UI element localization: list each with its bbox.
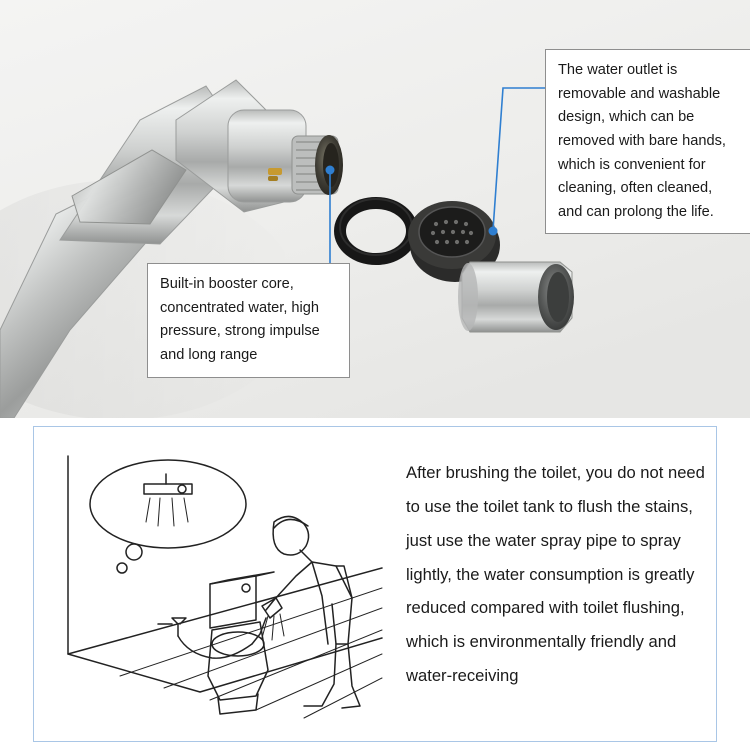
usage-description-text: After brushing the toilet, you do not need to use the toilet tank to flush the stains, just use the water spray pipe to spray lightly, the water consumption is greatly reduced compared with toilet flushing, which is environmentally friendly and water-receiving <box>406 463 705 686</box>
callout-water-outlet: The water outlet is removable and washable design, which can be removed with bare hands, which is convenient for cleaning, often cleaned, and can prolong the life. <box>545 49 750 234</box>
toilet-cleaning-illustration <box>60 448 390 723</box>
callout-booster-core: Built-in booster core, concentrated water, high pressure, strong impulse and long range <box>147 263 350 378</box>
bottom-usage-panel <box>0 418 750 750</box>
